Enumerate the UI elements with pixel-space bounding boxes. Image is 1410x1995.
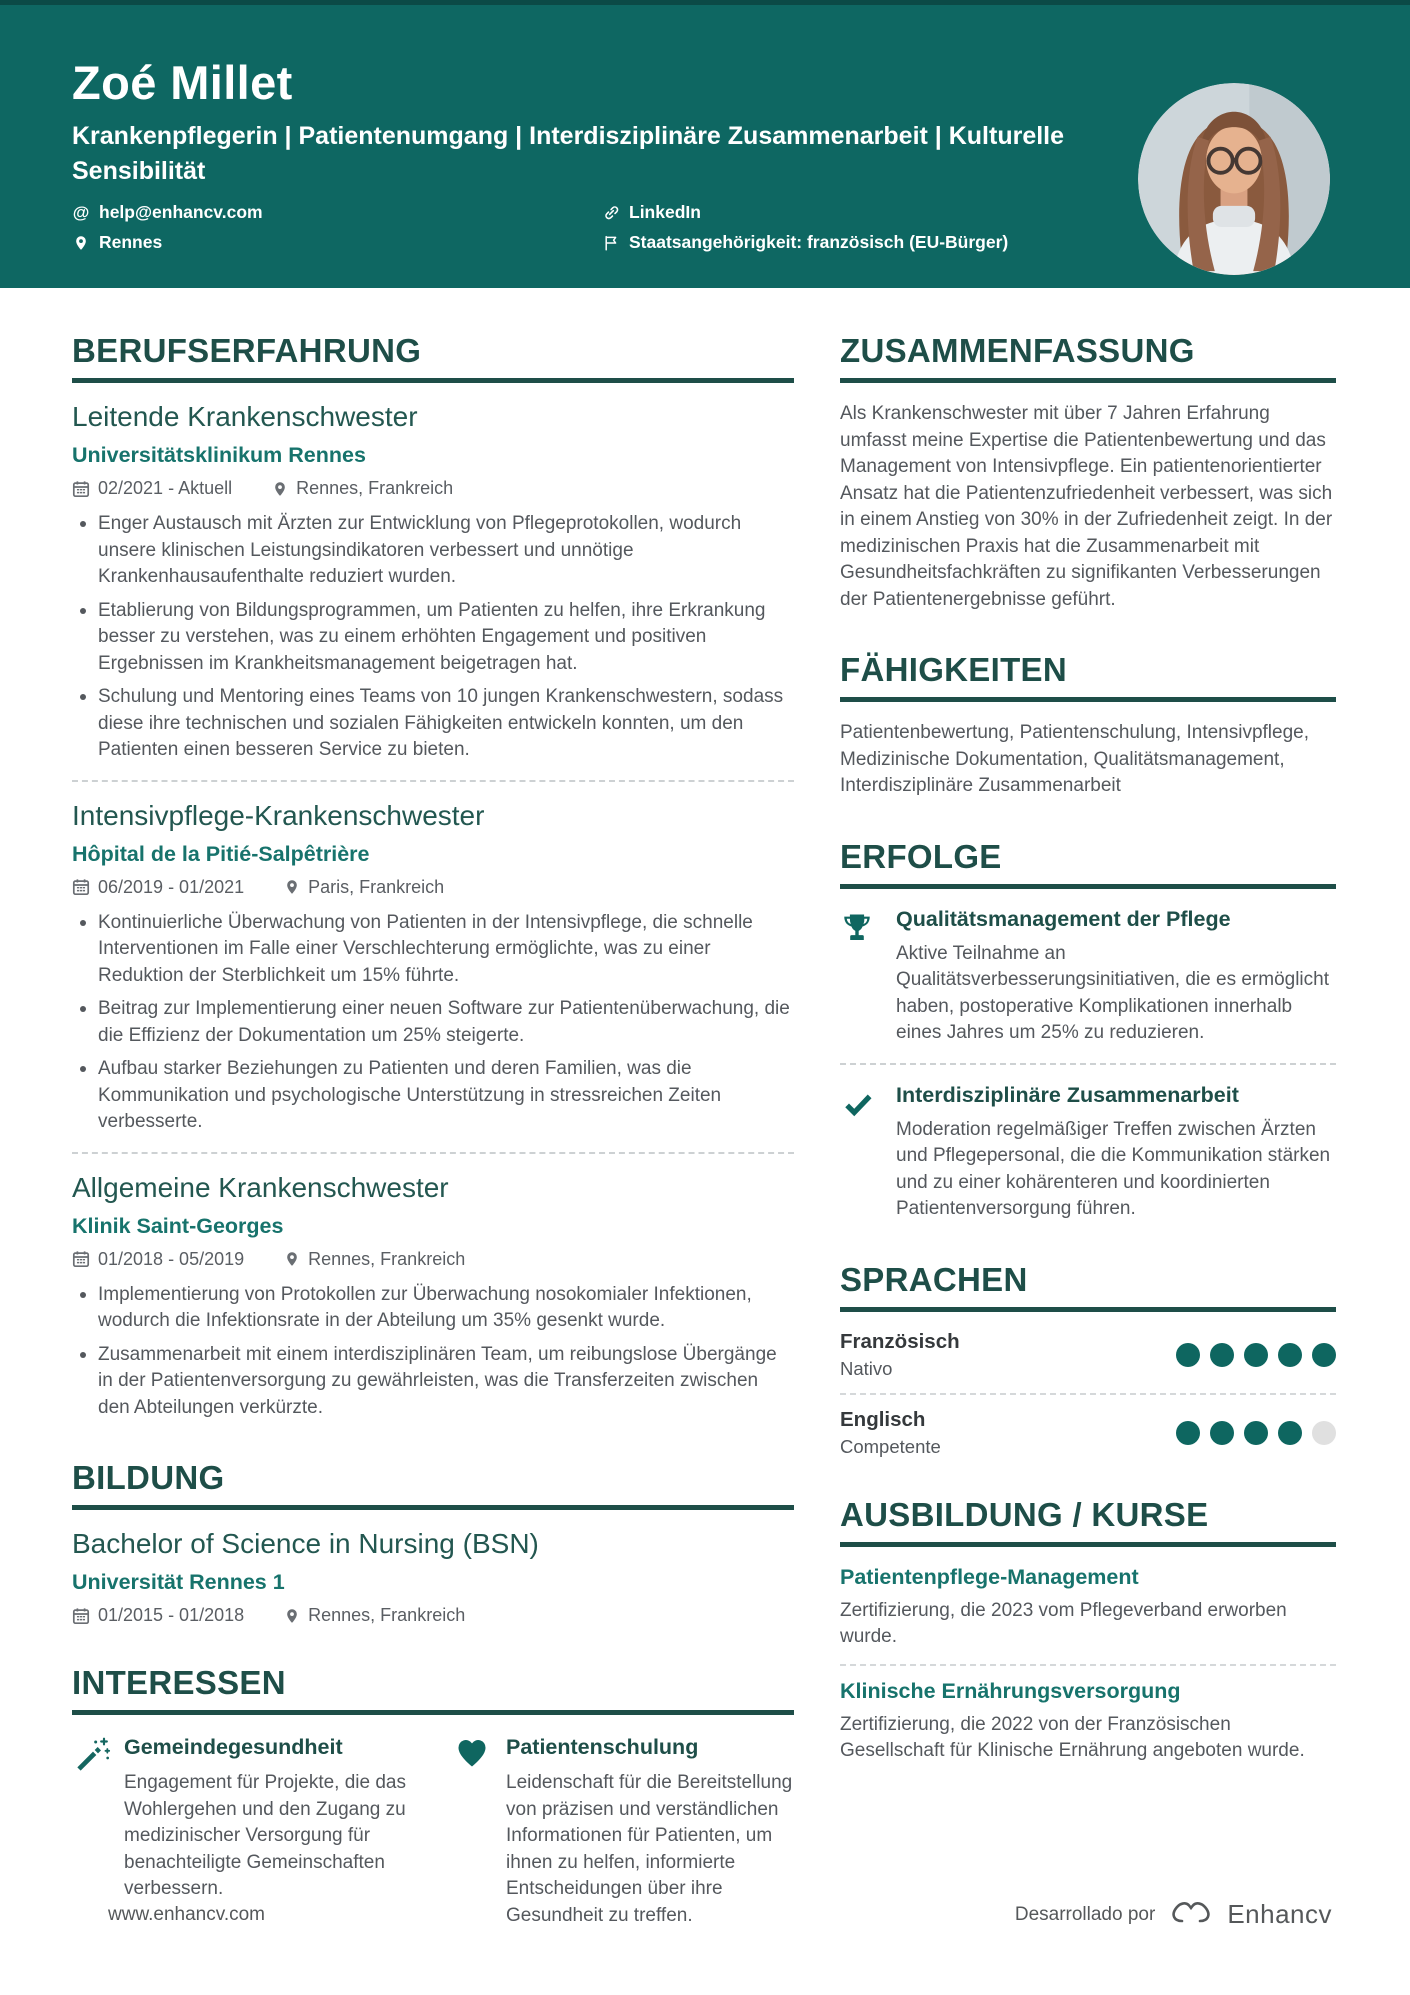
job-bullet: Zusammenarbeit mit einem interdisziplinären Team, um reibungslose Übergänge in der Patientenversorgung zu gewährleisten, was die Transferzeiten zwischen den Abteilungen verkürzte. [98, 1342, 794, 1422]
achievement-title: Qualitätsmanagement der Pflege [896, 906, 1231, 931]
location-pin-icon [284, 879, 300, 895]
at-icon: @ [72, 202, 90, 222]
section-skills [840, 651, 1336, 800]
name: Zoé Millet [72, 56, 293, 109]
section-achievements [840, 838, 1336, 1223]
job-dates-text: 02/2021 - Aktuell [98, 478, 233, 498]
section-interests [72, 1664, 794, 1929]
degree: Bachelor of Science in Nursing (BSN) [72, 1528, 539, 1559]
brand-wordmark: Enhancv [1227, 1899, 1332, 1929]
contact-location [72, 232, 602, 253]
education-section-title: BILDUNG [72, 1459, 794, 1510]
education-location [284, 1605, 465, 1626]
language-name: Englisch [840, 1407, 926, 1431]
language-rating [1176, 1421, 1336, 1445]
contact-email-text: help@enhancv.com [99, 202, 263, 222]
footer-branding [1015, 1896, 1332, 1933]
calendar-icon [72, 1250, 90, 1268]
education-meta [72, 1605, 794, 1626]
job-location [272, 478, 453, 499]
contact-info [72, 202, 1330, 253]
interest-description: Leidenschaft für die Bereitstellung von präzisen und verständlichen Informationen für Patienten, um ihnen zu helfen, informierte Entscheidungen über ihre Gesundheit zu treffen. [506, 1772, 793, 1926]
job-title: Leitende Krankenschwester [72, 401, 418, 432]
section-experience [72, 332, 794, 1421]
job-dates [72, 877, 244, 898]
course-item [840, 1565, 1336, 1651]
summary-section-title: ZUSAMMENFASSUNG [840, 332, 1336, 383]
section-courses [840, 1496, 1336, 1765]
achievement-title: Interdisziplinäre Zusammenarbeit [896, 1082, 1239, 1107]
job-location-text: Rennes, Frankreich [308, 1248, 466, 1269]
education-dates [72, 1605, 244, 1626]
achievement-item [840, 1083, 1336, 1223]
achievement-item [840, 907, 1336, 1047]
job-location-text: Paris, Frankreich [308, 876, 445, 897]
course-description: Zertifizierung, die 2022 von der Französischen Gesellschaft für Klinische Ernährung angeboten wurde. [840, 1713, 1305, 1761]
language-row [840, 1330, 1336, 1380]
main-content [0, 288, 1410, 1967]
job-bullet: Aufbau starker Beziehungen zu Patienten und deren Familien, was die Kommunikation und psychologische Unterstützung in stressreichen Zeiten verbesserte. [98, 1056, 794, 1136]
job-location [284, 1249, 465, 1270]
job-bullet: Beitrag zur Implementierung einer neuen Software zur Patientenüberwachung, die die Effizienz der Dokumentation um 25% steigerte. [98, 996, 794, 1049]
job-bullet: Etablierung von Bildungsprogrammen, um Patienten zu helfen, ihre Erkrankung besser zu verstehen, was zu einem erhöhten Engagement und positiven Ergebnissen im Krankheitsmanagement beigetragen hat. [98, 598, 794, 678]
course-title: Patientenpflege-Management [840, 1564, 1139, 1589]
job-location-text: Rennes, Frankreich [296, 478, 454, 498]
left-column [72, 332, 794, 1967]
job-dates [72, 1249, 244, 1270]
job-entry [72, 401, 794, 764]
education-location-text: Rennes, Frankreich [308, 1605, 466, 1625]
footer [0, 1896, 1410, 1933]
job-company: Universitätsklinikum Rennes [72, 443, 366, 467]
divider [840, 1063, 1336, 1065]
enhancv-logo-icon[interactable] [1167, 1896, 1215, 1933]
courses-section-title: AUSBILDUNG / KURSE [840, 1496, 1336, 1547]
school: Universität Rennes 1 [72, 1570, 285, 1594]
job-bullets [72, 511, 794, 764]
profile-photo [1138, 83, 1330, 275]
job-meta [72, 478, 794, 499]
link-icon [602, 204, 620, 222]
location-pin-icon [272, 481, 288, 497]
section-summary [840, 332, 1336, 613]
job-meta [72, 877, 794, 898]
job-dates-text: 01/2018 - 05/2019 [98, 1248, 245, 1269]
language-rating [1176, 1343, 1336, 1367]
language-name: Französisch [840, 1329, 960, 1353]
contact-nationality-text: Staatsangehörigkeit: französisch (EU-Bürger) [629, 232, 1009, 252]
job-bullets [72, 1282, 794, 1422]
footer-url-link[interactable]: www.enhancv.com [108, 1903, 265, 1925]
job-title: Intensivpflege-Krankenschwester [72, 799, 485, 831]
language-row [840, 1408, 1336, 1458]
job-bullet: Kontinuierliche Überwachung von Patienten in der Intensivpflege, die schnelle Interventionen im Falle einer Verschlechterung ermöglichte, was zu einer Reduktion der Sterblichkeit um 15% führte. [98, 910, 794, 990]
job-meta [72, 1249, 794, 1270]
languages-section-title: SPRACHEN [840, 1261, 1336, 1312]
check-icon [840, 1083, 896, 1223]
interest-description: Engagement für Projekte, die das Wohlergehen und den Zugang zu medizinischer Versorgung für benachteiligte Gemeinschaften verbessern. [124, 1772, 407, 1899]
course-description: Zertifizierung, die 2023 vom Pflegeverband erworben wurde. [840, 1599, 1287, 1647]
divider [840, 1393, 1336, 1395]
contact-email[interactable] [72, 202, 602, 223]
language-level: Nativo [840, 1357, 893, 1379]
course-item [840, 1679, 1336, 1765]
location-icon [72, 234, 90, 252]
right-column [840, 332, 1336, 1967]
contact-location-text: Rennes [99, 232, 163, 252]
job-entry [72, 1172, 794, 1422]
language-level: Competente [840, 1435, 941, 1457]
summary-text: Als Krankenschwester mit über 7 Jahren Erfahrung umfasst meine Expertise die Patientenbewertung und das Management von Intensivpflege. Ein patientenorientierter Ansatz hat die Patientenzufriedenheit verbessert, was sich in einem Anstieg von 30% in der Zufriedenheit zeigt. In der medizinischen Praxis hat die Zusammenarbeit mit Gesundheitsfachkräften zu signifikanten Verbesserungen der Patientenergebnisse geführt. [840, 403, 1333, 610]
interest-title: Gemeindegesundheit [124, 1735, 343, 1759]
job-bullet: Implementierung von Protokollen zur Überwachung nosokomialer Infektionen, wodurch die Infektionsrate in der Abteilung um 35% gesenkt wurde. [98, 1282, 794, 1335]
job-company: Klinik Saint-Georges [72, 1213, 284, 1238]
calendar-icon [72, 878, 90, 896]
job-bullets [72, 910, 794, 1136]
divider [72, 1152, 794, 1154]
job-location [284, 877, 444, 898]
job-dates [72, 478, 232, 499]
location-pin-icon [284, 1608, 300, 1624]
powered-by-text: Desarrollado por [1014, 1903, 1156, 1925]
header [0, 0, 1410, 288]
headline: Krankenpflegerin | Patientenumgang | Interdisziplinäre Zusammenarbeit | Kulturelle Sensibilität [72, 122, 1065, 185]
job-title: Allgemeine Krankenschwester [72, 1171, 449, 1203]
location-pin-icon [284, 1251, 300, 1267]
job-entry [72, 800, 794, 1136]
skills-text: Patientenbewertung, Patientenschulung, Intensivpflege, Medizinische Dokumentation, Qualitätsmanagement, Interdisziplinäre Zusammenarbeit [840, 722, 1309, 796]
divider [72, 780, 794, 782]
achievement-description: Aktive Teilnahme an Qualitätsverbesserungsinitiativen, die es ermöglicht haben, postoperative Komplikationen innerhalb eines Jahres um 25% zu reduzieren. [896, 942, 1329, 1043]
section-languages [840, 1261, 1336, 1458]
job-company: Hôpital de la Pitié-Salpêtrière [72, 841, 370, 866]
course-title: Klinische Ernährungsversorgung [840, 1678, 1181, 1703]
calendar-icon [72, 1607, 90, 1625]
achievement-description: Moderation regelmäßiger Treffen zwischen Ärzten und Pflegepersonal, die die Kommunikation stärken und zu einer kohärenteren und koordinierten Patientenversorgung führen. [896, 1118, 1331, 1219]
calendar-icon [72, 480, 90, 498]
achievements-section-title: ERFOLGE [840, 838, 1336, 889]
job-bullet: Schulung und Mentoring eines Teams von 10 jungen Krankenschwestern, sodass diese ihre technischen und sozialen Fähigkeiten entwickeln konnten, um den Patienten einen besseren Service zu bieten. [98, 684, 794, 764]
divider [840, 1664, 1336, 1666]
experience-section-title: BERUFSERFAHRUNG [72, 332, 794, 383]
flag-icon [602, 234, 620, 252]
trophy-icon [840, 907, 896, 1047]
education-dates-text: 01/2015 - 01/2018 [98, 1605, 245, 1625]
job-bullet: Enger Austausch mit Ärzten zur Entwicklung von Pflegeprotokollen, wodurch unsere klinischen Leistungsindikatoren verbessert und unnötige Krankenhausaufenthalte reduziert wurden. [98, 511, 794, 591]
section-education [72, 1459, 794, 1626]
profile-photo-illustration [1138, 83, 1330, 275]
skills-section-title: FÄHIGKEITEN [840, 651, 1336, 702]
interest-title: Patientenschulung [506, 1735, 699, 1759]
interests-section-title: INTERESSEN [72, 1664, 794, 1715]
job-dates-text: 06/2019 - 01/2021 [98, 876, 245, 897]
contact-linkedin-text: LinkedIn [629, 202, 701, 222]
